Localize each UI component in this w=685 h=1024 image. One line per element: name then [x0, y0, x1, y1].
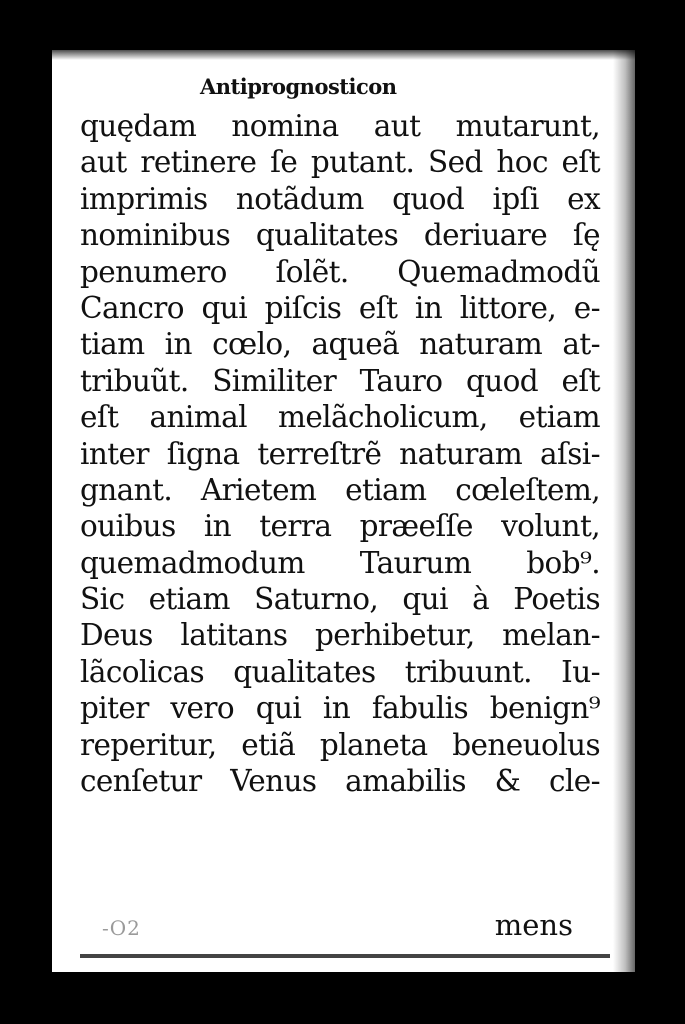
text-line: reperitur, etiã planeta beneuolus: [80, 727, 600, 762]
book-page: [52, 50, 635, 972]
text-line: Sic etiam Saturno, qui à Poetis: [80, 582, 600, 617]
text-line: cenſetur Venus amabilis & cle-: [80, 764, 600, 799]
text-line: inter ſigna terreſtrẽ naturam aſsi-: [80, 436, 600, 471]
text-line: imprimis notãdum quod ipſi ex: [80, 181, 600, 216]
text-line: gnant. Arietem etiam cœleſtem,: [80, 472, 600, 507]
text-line: quędam nomina aut mutarunt,: [80, 109, 600, 143]
bottom-rule: [80, 954, 610, 958]
text-line: tribuũt. Similiter Tauro quod eſt: [80, 363, 600, 398]
page-top-shadow: [52, 50, 635, 60]
text-line: nominibus qualitates deriuare ſę: [80, 218, 600, 253]
text-line: tiam in cœlo, aqueã naturam at-: [80, 327, 600, 362]
text-block: [80, 108, 600, 799]
text-line: penumero ſolẽt. Quemadmodũ: [80, 254, 600, 289]
page-edge-shadow: [613, 50, 635, 972]
running-header: Antiprognosticon: [200, 74, 397, 99]
text-line: eſt animal melãcholicum, etiam: [80, 400, 600, 435]
folio-mark: -O2: [102, 916, 141, 940]
text-line: lãcolicas qualitates tribuunt. Iu-: [80, 654, 600, 689]
catchword: mens: [494, 908, 573, 942]
text-line: piter vero qui in fabulis benign⁹: [80, 691, 600, 726]
text-line: aut retinere ſe putant. Sed hoc eſt: [80, 145, 600, 180]
text-line: ouibus in terra præeſſe volunt,: [80, 509, 600, 544]
text-line: quemadmodum Taurum bob⁹.: [80, 545, 600, 580]
text-line: Cancro qui piſcis eſt in littore, e-: [80, 290, 600, 325]
text-line: Deus latitans perhibetur, melan-: [80, 618, 600, 653]
